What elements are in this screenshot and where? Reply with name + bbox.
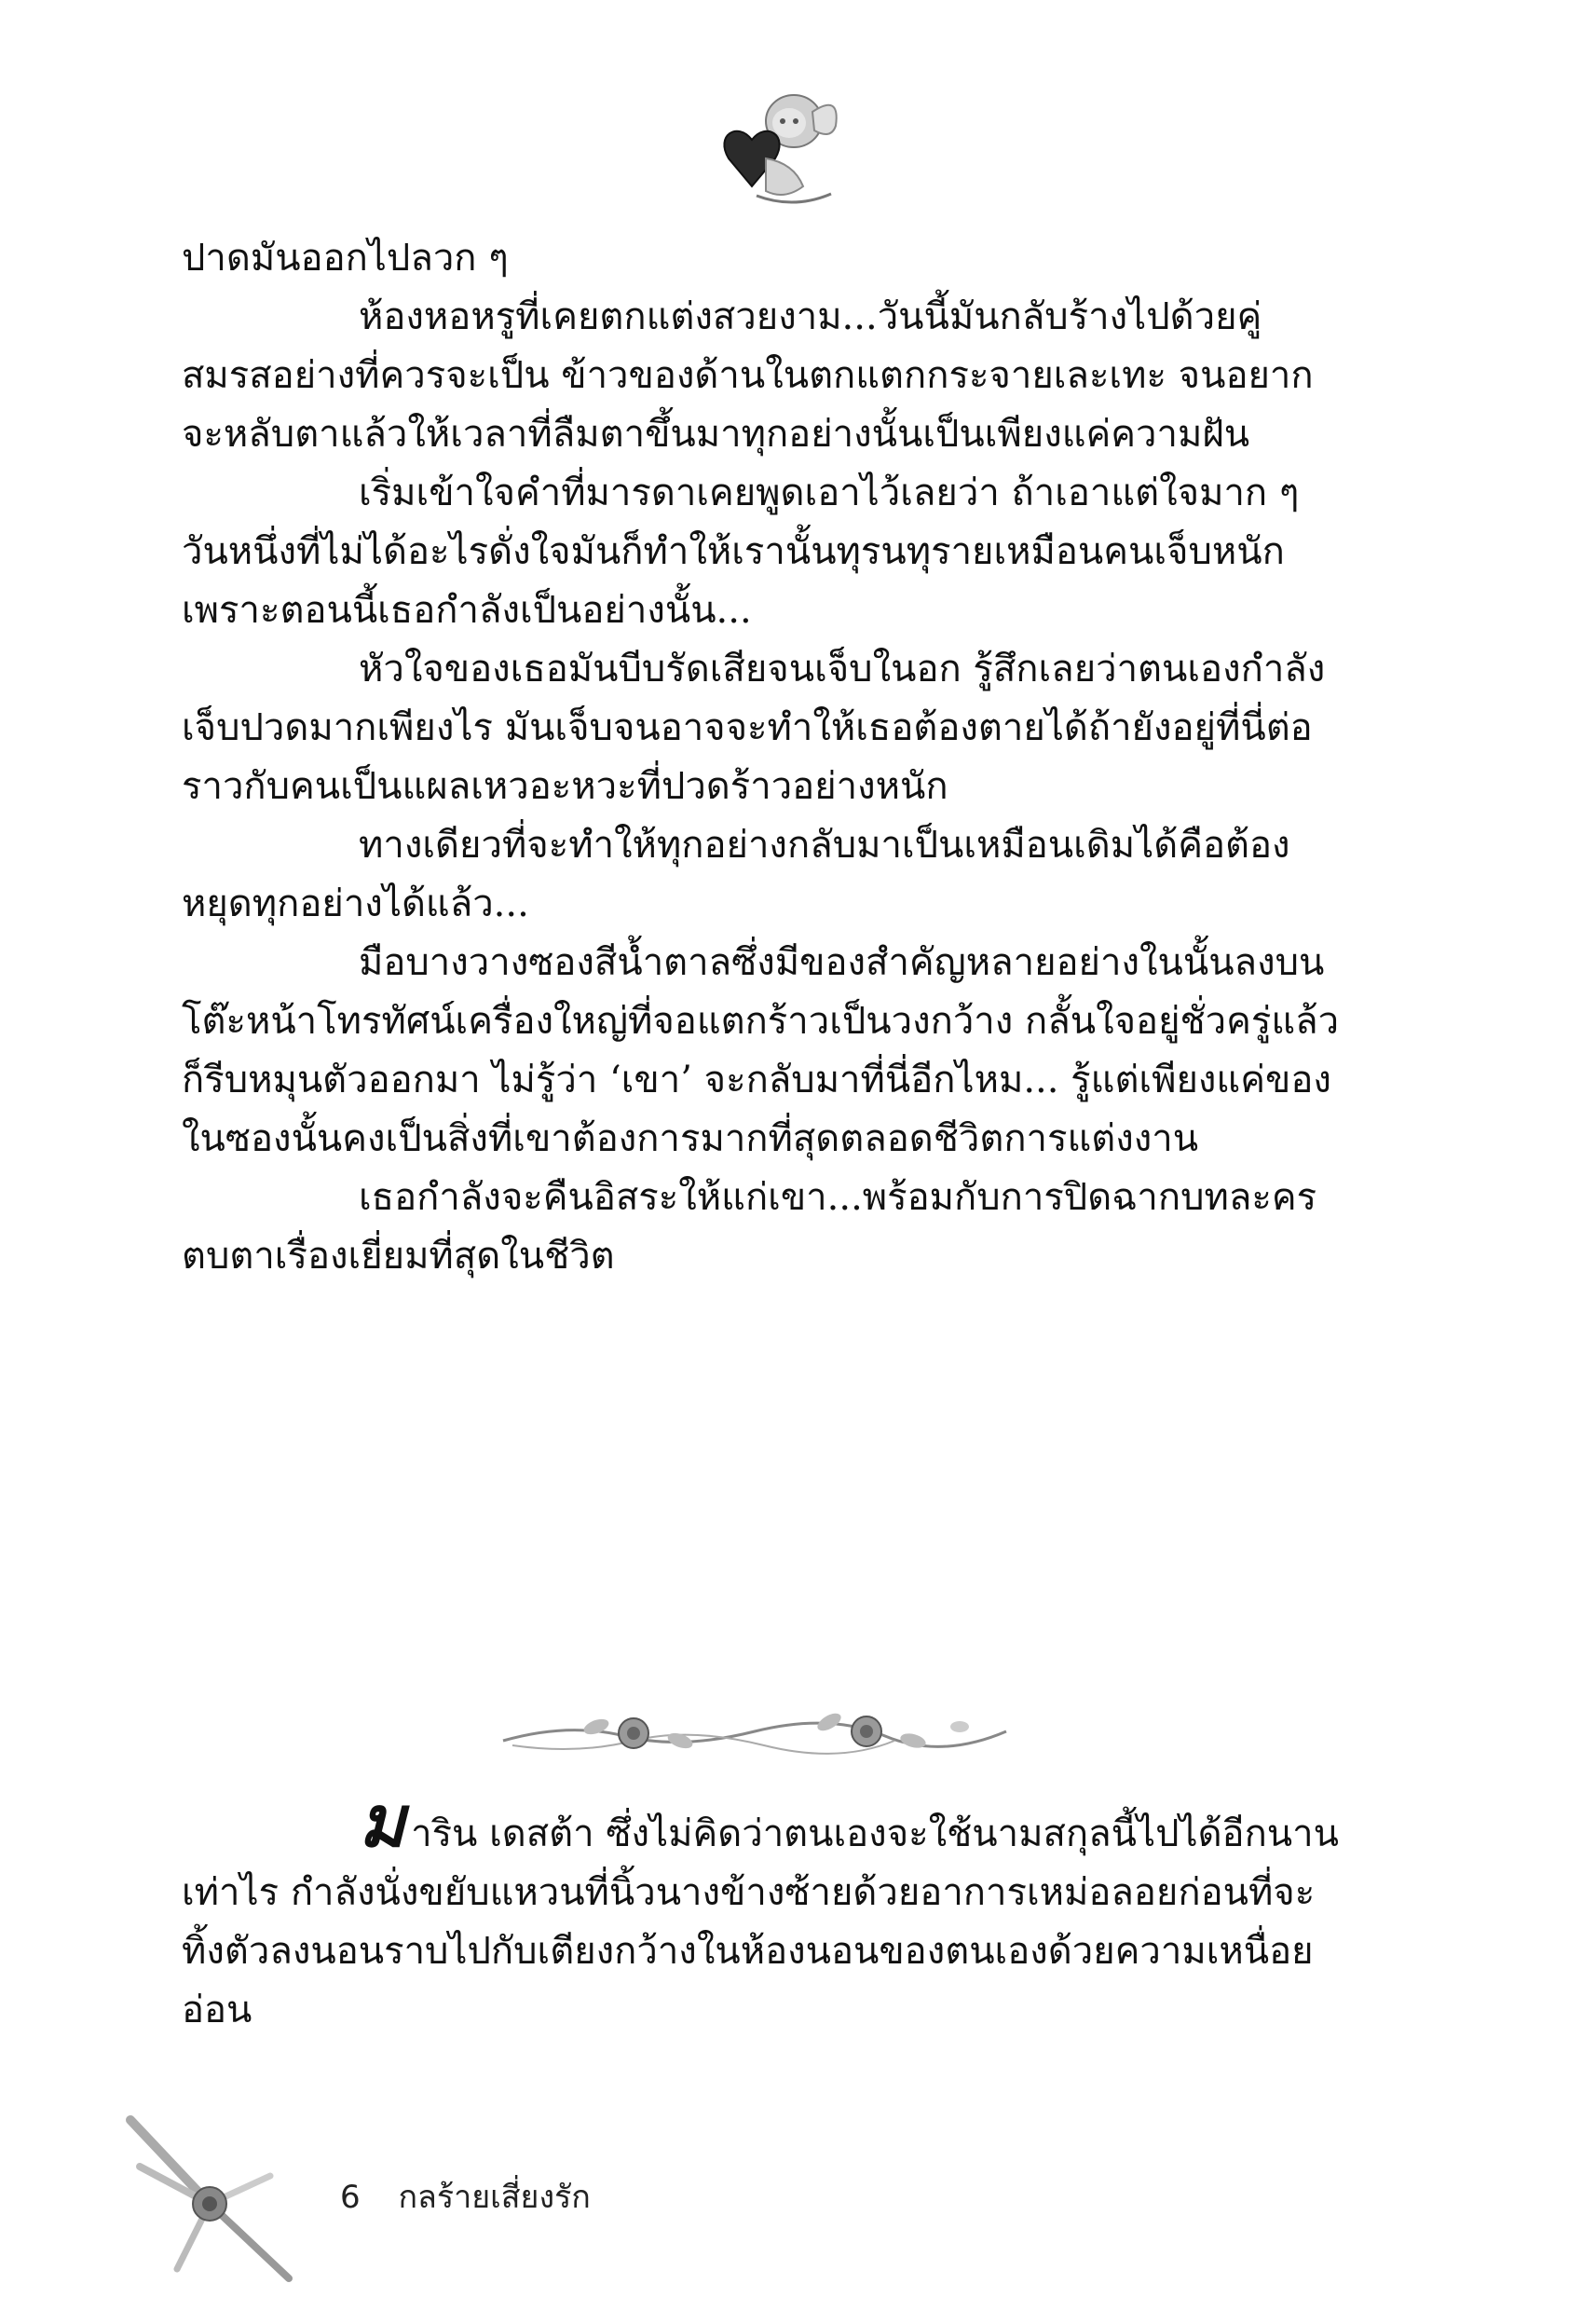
paragraph bbox=[182, 1780, 1342, 2040]
drop-cap: ม bbox=[359, 1780, 406, 1863]
book-title: กลร้ายเสี่ยงรัก bbox=[398, 2179, 591, 2216]
paragraph-body: าริน เดสต้า ซึ่งไม่คิดว่าตนเองจะใช้นามสกุลนี้ไปได้อีกนานเท่าไร กำลังนั่งขยับแหวนที่นิ้วนางข้างซ้ายด้วยอาการเหม่อลอยก่อนที่จะทิ้งตัวลงนอนราบไปกับเตียงกว้างในห้องนอนของตนเองด้วยความเหนื่อยอ่อน bbox=[182, 1812, 1339, 2031]
paragraph: ทางเดียวที่จะทำให้ทุกอย่างกลับมาเป็นเหมือนเดิมได้คือต้องหยุดทุกอย่างได้แล้ว... bbox=[182, 824, 1290, 925]
paragraph: เริ่มเข้าใจคำที่มารดาเคยพูดเอาไว้เลยว่า ถ้าเอาแต่ใจมาก ๆ วันหนึ่งที่ไม่ได้อะไรดั่งใจมันก็ทำให้เรานั้นทุรนทุรายเหมือนคนเจ็บหนัก เพราะตอนนี้เธอกำลังเป็นอย่างนั้น... bbox=[182, 472, 1300, 632]
daisy-flower-icon bbox=[121, 2101, 298, 2288]
section-two-text bbox=[182, 1780, 1342, 2040]
paragraph: เธอกำลังจะคืนอิสระให้แก่เขา...พร้อมกับการปิดฉากบทละครตบตาเรื่องเยี่ยมที่สุดในชีวิต bbox=[182, 1176, 1317, 1278]
paragraph: มือบางวางซองสีน้ำตาลซึ่งมีของสำคัญหลายอย่างในนั้นลงบนโต๊ะหน้าโทรทัศน์เครื่องใหญ่ที่จอแตกร้าวเป็นวงกว้าง กลั้นใจอยู่ชั่วครู่แล้วก็รีบหมุนตัวออกมา ไม่รู้ว่า ‘เขา’ จะกลับมาที่นี่อีกไหม... รู้แต่เพียงแค่ของในซองนั้นคงเป็นสิ่งที่เขาต้องการมากที่สุดตลอดชีวิตการแต่งงาน bbox=[182, 941, 1340, 1160]
paragraph: ปาดมันออกไปลวก ๆ bbox=[182, 237, 509, 280]
page-number: 6 bbox=[340, 2179, 361, 2216]
rose-vine-divider bbox=[494, 1694, 1016, 1769]
paragraph: ห้องหอหรูที่เคยตกแต่งสวยงาม...วันนี้มันกลับร้างไปด้วยคู่สมรสอย่างที่ควรจะเป็น ข้าวของด้านในตกแตกกระจายเละเทะ จนอยากจะหลับตาแล้วให้เวลาที่ลืมตาขึ้นมาทุกอย่างนั้นเป็นเพียงแค่ความฝัน bbox=[182, 295, 1314, 456]
main-text bbox=[182, 229, 1342, 1286]
paragraph: หัวใจของเธอมันบีบรัดเสียจนเจ็บในอก รู้สึกเลยว่าตนเองกำลังเจ็บปวดมากเพียงไร มันเจ็บจนอาจจะทำให้เธอต้องตายได้ถ้ายังอยู่ที่นี่ต่อ ราวกับคนเป็นแผลเหวอะหวะที่ปวดร้าวอย่างหนัก bbox=[182, 648, 1326, 808]
cupid-with-heart-icon bbox=[701, 84, 850, 214]
page-footer bbox=[340, 2171, 591, 2222]
